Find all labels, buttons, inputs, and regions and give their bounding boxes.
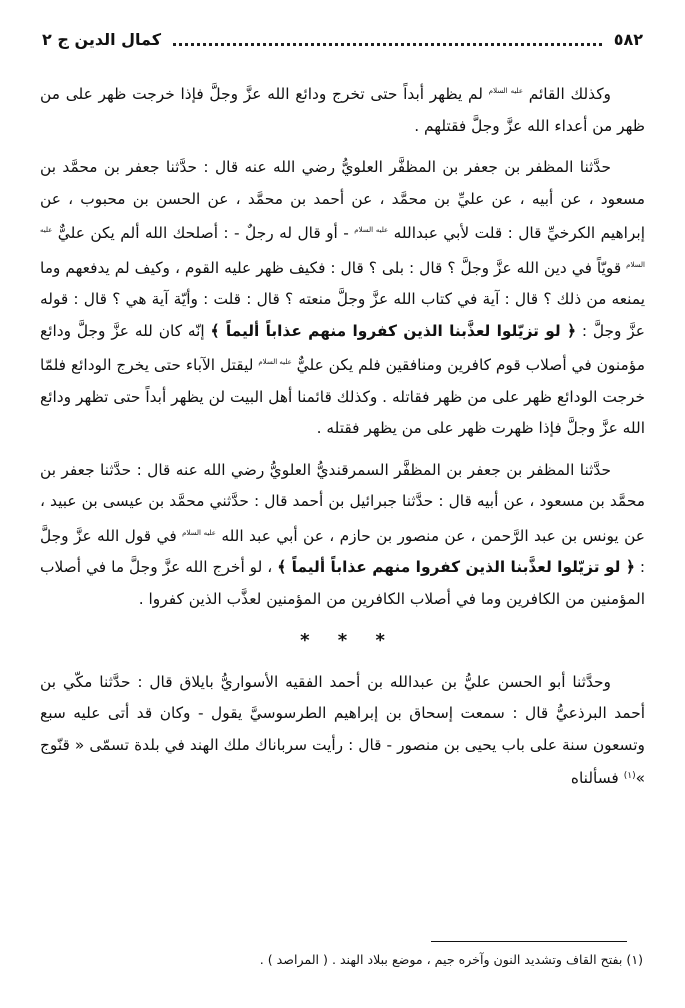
p4-text-b: فسألناه [570,769,619,787]
section-separator: * * * [300,630,385,651]
p4-text-a: وحدَّثنا أبو الحسن عليُّ بن عبدالله بن أحمد الفقيه الأسواريُّ بايلاق قال : حدَّثنا مكّي بن أحمد البرذعيُّ قال : سمعت إسحاق بن إبراهيم الطرسوسيَّ يقول - وكان قد أتى عليه سبع وتسعون سنة على باب يحيى بن منصور - قال : رأيت سرباناك ملك الهند في بلدة تسمّى « قنّوج » [40,672,645,787]
quran-verse: ﴿ لو تزيّلوا لعذَّبنا الذين كفروا منهم عذاباً أليماً ﴾ [210,321,576,340]
running-title: كمال الدين ج ٢ [42,29,162,49]
paragraph-4 [40,667,645,795]
footnote: (١) بفتح القاف وتشديد النون وآخره جيم ، موضع ببلاد الهند . ( المراصد ) . [259,952,643,967]
p2-text-b: - أو قال له رجلٌ - : أصلحك الله ألم يكن عليٌّ [57,224,349,242]
p2-text-d: إنّه كان لله عزَّ وجلَّ ودائع مؤمنون في أصلاب قوم كافرين ومنافقين فلم يكن عليٌّ [40,321,645,374]
p3-text-c: ، لو أخرج الله عزَّ وجلَّ ما في أصلاب المؤمنين من الكافرين وما في أصلاب الكافرين من المؤمنين لعذَّب الذين كفروا . [40,558,645,608]
quran-verse: ﴿ لو تزيّلوا لعذَّبنا الذين كفروا منهم عذاباً أليماً ﴾ [277,558,635,576]
paragraph-1 [40,76,645,142]
paragraph-3 [40,455,645,616]
salawat-glyph: عليه السلام [354,226,389,234]
page-number: ٥٨٢ [613,29,643,49]
salawat-glyph: عليه السلام [488,87,524,95]
p2-text-e: ليقتل الآباء حتى يخرج الودائع فلمّا خرجت الودائع ظهر على من ظهر فقاتله . وكذلك قائمنا أهل البيت لن يظهر أبداً حتى تظهر ودائع الله عزَّ وجلَّ فإذا ظهرت ظهر على من يظهر فقتله . [40,356,645,437]
header-dotted-leader [173,33,602,46]
p3-text-b: في قول الله عزَّ وجلَّ : [40,526,645,576]
page-body [40,76,645,795]
paragraph-2 [40,152,645,445]
footnote-reference: (١) [623,771,636,781]
p3-text-a: حدَّثنا المظفر بن جعفر بن المظفَّر السمرقنديُّ العلويُّ رضي الله عنه قال : حدَّثنا جعفر بن محمَّد بن مسعود ، عن أبيه قال : حدَّثنا جبرائيل بن أحمد قال : حدَّثني محمَّد بن عيسى بن عبيد ، عن يونس بن عبد الرَّحمن ، عن منصور بن حازم ، عن أبي عبد الله [40,460,645,545]
footnote-divider [431,941,627,942]
salawat-glyph: عليه السلام [182,528,216,537]
p1-text-b: لم يظهر أبداً حتى تخرج ودائع الله عزَّ وجلَّ فإذا خرجت ظهر على من ظهر من أعداء الله عزَّ وجلَّ فقتلهم . [40,85,645,135]
salawat-glyph: عليه السلام [258,358,292,366]
salawat-glyph: عليه السلام [40,226,645,269]
running-header [42,24,643,54]
p2-text-a: حدَّثنا المظفر بن جعفر بن المظفَّر العلويُّ رضي الله عنه قال : حدَّثنا جعفر بن محمَّد بن مسعود ، عن أبيه ، عن عليِّ بن محمَّد ، عن أحمد بن محمَّد ، عن الحسن بن محبوب ، عن إبراهيم الكرخيِّ قال : قلت لأبي عبدالله [40,158,645,242]
p2-text-c: قويّاً في دين الله عزَّ وجلَّ ؟ قال : بلى ؟ قال : فكيف ظهر عليه القوم ، وكيف لم يدفعهم وما يمنعه من ذلك ؟ قال : آية في كتاب الله عزَّ وجلَّ منعته ؟ قال : قلت : وأيّة آية هي ؟ قال : قوله عزَّ وجلَّ : [40,258,645,340]
p1-text-a: وكذلك القائم [528,85,611,103]
